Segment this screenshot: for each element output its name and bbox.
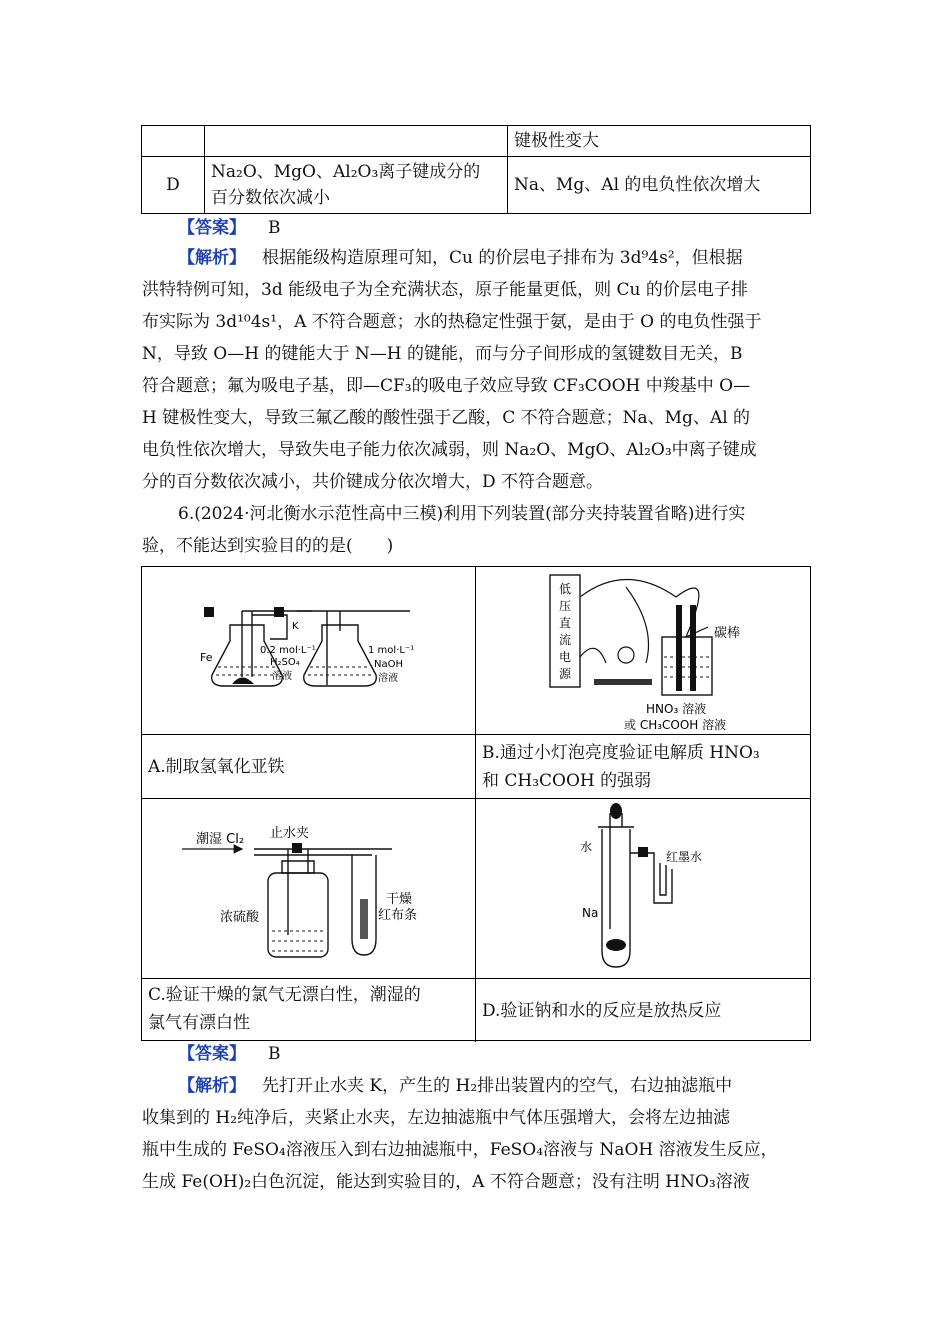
analysis-line [178, 244, 846, 272]
analysis-line: H 键极性变大，导致三氟乙酸的酸性强于乙酸，C 不符合题意；Na、Mg、Al 的 [142, 408, 751, 428]
analysis-line: N，导致 O—H 的键能大于 N—H 的键能，而与分子间形成的氢键数目无关，B [142, 344, 743, 364]
analysis-line: 电负性依次增大，导致失电子能力依次减弱，则 Na₂O、MgO、Al₂O₃中离子键成 [142, 440, 757, 460]
answer-label: 【答案】 [178, 1044, 246, 1064]
analysis-line: 洪特特例可知，3d 能级电子为全充满状态，原子能量更低，则 Cu 的价层电子排 [142, 280, 748, 300]
power-label-char: 直 [558, 616, 572, 630]
option-a-figure [142, 567, 476, 735]
table-cell [205, 157, 508, 214]
cell-line: 百分数依次减小 [211, 188, 330, 208]
option-d-caption: D.验证钠和水的反应是放热反应 [482, 1000, 722, 1021]
label-hno3: HNO₃ 溶液 [646, 702, 707, 716]
cell-line: Na₂O、MgO、Al₂O₃离子键成分的 [211, 162, 481, 182]
question-stem: 6.(2024·河北衡水示范性高中三模)利用下列装置(部分夹持装置省略)进行实 [178, 504, 746, 524]
label-wet-cl2: 潮湿 Cl₂ [196, 832, 245, 847]
option-d-caption-cell [476, 979, 810, 1042]
answer-label: 【答案】 [178, 218, 246, 238]
option-c-caption: C.验证干燥的氯气无漂白性，潮湿的 [148, 985, 421, 1005]
carbon-rod-icon [676, 605, 682, 691]
clamp-icon [638, 847, 648, 857]
option-a-caption: A.制取氢氧化亚铁 [148, 756, 285, 777]
label-ch3cooh: 或 CH₃COOH 溶液 [624, 718, 727, 732]
power-label-char: 电 [558, 650, 572, 664]
carbon-rod-icon [690, 605, 696, 691]
label-dry: 干燥 [386, 892, 413, 907]
clamp-icon [292, 843, 302, 853]
label-naoh-sol: 溶液 [378, 673, 398, 684]
analysis-line: 生成 Fe(OH)₂白色沉淀，能达到实验目的，A 不符合题意；没有注明 HNO₃溶液 [142, 1172, 750, 1192]
label-carbon-rod: 碳棒 [714, 626, 741, 641]
option-b-caption-cell [476, 735, 810, 799]
analysis-line: 分的百分数依次减小，共价键成分依次增大，D 不符合题意。 [142, 472, 604, 492]
analysis-text: 根据能级构造原理可知，Cu 的价层电子排布为 3d⁹4s²，但根据 [262, 248, 743, 268]
stopcock-icon [274, 607, 284, 617]
table-cell-option: D [142, 157, 205, 214]
label-k: K [292, 621, 299, 632]
label-na: Na [582, 906, 599, 920]
analysis-label: 【解析】 [178, 1076, 246, 1096]
power-label-char: 源 [558, 667, 572, 681]
label-naoh-conc: 1 mol·L⁻¹ [368, 645, 415, 656]
option-c-figure [142, 799, 476, 979]
table-cell: 键极性变大 [508, 126, 811, 157]
power-label-char: 低 [558, 582, 572, 596]
table-row [142, 157, 811, 214]
label-h2so4-conc: 0.2 mol·L⁻¹ [260, 645, 316, 656]
answer-value: B [268, 1044, 281, 1064]
label-h2so4-sol: 溶液 [272, 671, 292, 682]
label-clamp: 止水夹 [270, 826, 310, 841]
option-d-figure [476, 799, 810, 979]
option-a-caption-cell [142, 735, 476, 799]
power-label-char: 压 [558, 599, 572, 613]
option-b-caption: 和 CH₃COOH 的强弱 [482, 771, 652, 791]
option-b-caption: B.通过小灯泡亮度验证电解质 HNO₃ [482, 743, 760, 763]
answer-value: B [268, 218, 281, 238]
label-naoh: NaOH [374, 659, 403, 670]
analysis-line: 收集到的 H₂纯净后，夹紧止水夹，左边抽滤瓶中气体压强增大，会将左边抽滤 [142, 1108, 731, 1128]
apparatus-c-diagram [142, 799, 476, 979]
analysis-text: 先打开止水夹 K，产生的 H₂排出装置内的空气，右边抽滤瓶中 [262, 1076, 733, 1096]
option-c-caption: 氯气有漂白性 [148, 1013, 250, 1033]
options-grid [141, 566, 811, 1041]
analysis-line: 符合题意；氟为吸电子基，即—CF₃的吸电子效应导致 CF₃COOH 中羧基中 O— [142, 376, 751, 396]
label-fe: Fe [200, 651, 213, 664]
label-red-cloth: 红布条 [378, 908, 418, 923]
answer-line [178, 214, 846, 242]
table-cell: Na、Mg、Al 的电负性依次增大 [508, 157, 811, 214]
analysis-label: 【解析】 [178, 248, 246, 268]
table-cell [142, 126, 205, 157]
option-c-caption-cell [142, 979, 476, 1042]
analysis-line: 布实际为 3d¹⁰4s¹，A 不符合题意；水的热稳定性强于氨，是由于 O 的电负性强于 [142, 312, 762, 332]
analysis-line: 瓶中生成的 FeSO₄溶液压入到右边抽滤瓶中，FeSO₄溶液与 NaOH 溶液发生反应， [142, 1140, 778, 1160]
analysis-line [178, 1072, 846, 1100]
option-b-figure [476, 567, 810, 735]
stopcock-icon [204, 607, 214, 617]
bulb-icon [618, 647, 634, 663]
question-stem: 验，不能达到实验目的的是( ) [142, 536, 394, 556]
label-conc-acid: 浓硫酸 [220, 910, 260, 925]
apparatus-a-diagram [142, 567, 476, 735]
comparison-table [141, 125, 811, 214]
label-water: 水 [580, 840, 593, 854]
table-cell [205, 126, 508, 157]
table-row [142, 126, 811, 157]
apparatus-b-diagram [476, 567, 810, 735]
label-h2so4: H₂SO₄ [270, 657, 300, 668]
label-red-ink: 红墨水 [666, 850, 703, 864]
sodium-piece-icon [606, 939, 626, 951]
power-label-char: 流 [558, 633, 572, 647]
apparatus-d-diagram [476, 799, 810, 979]
answer-line [178, 1040, 846, 1068]
